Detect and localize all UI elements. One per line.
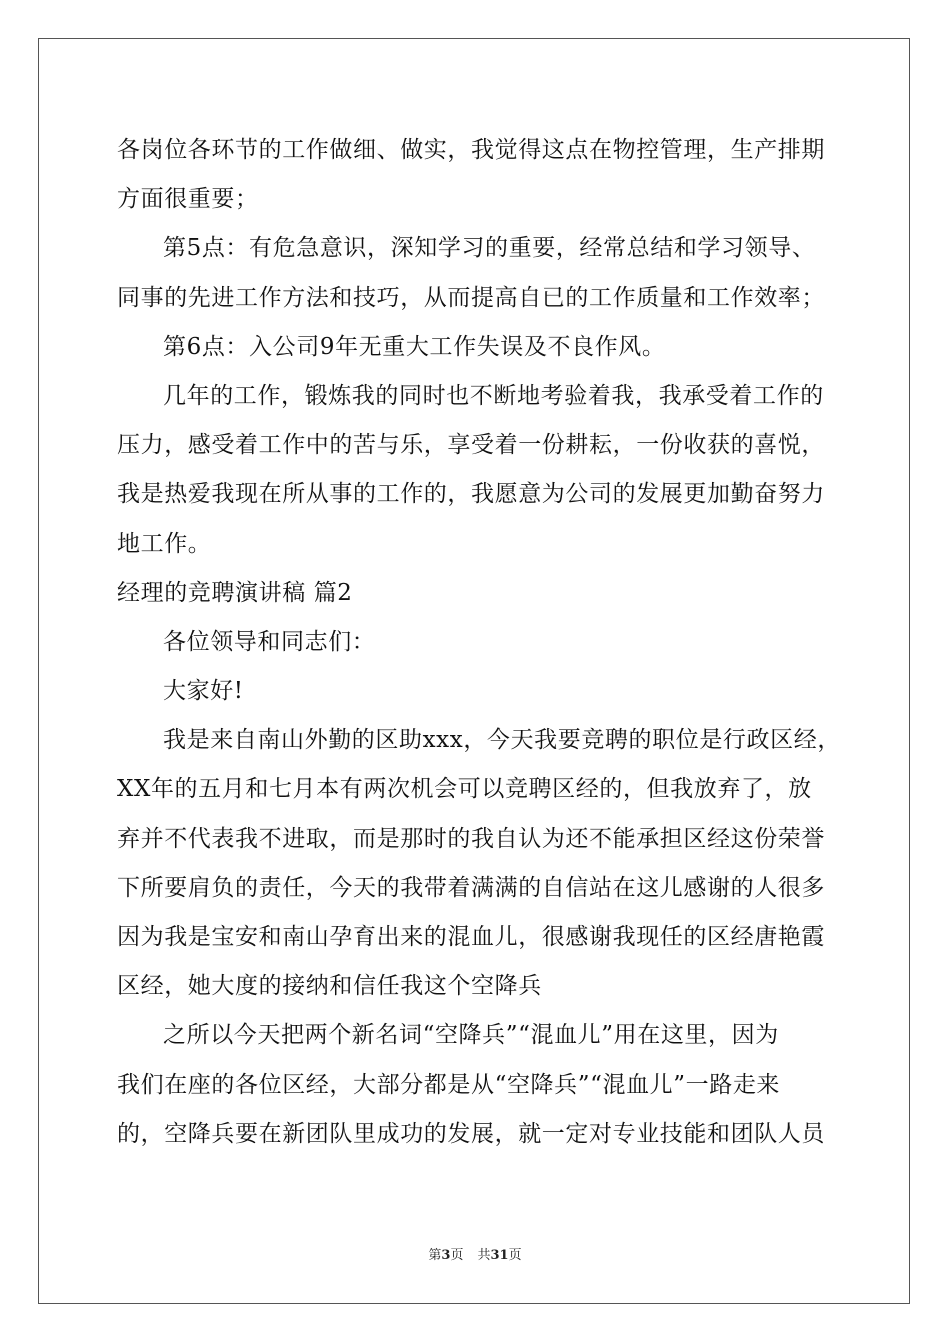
- text-line: 几年的工作，锻炼我的同时也不断地考验着我，我承受着工作的: [163, 382, 824, 409]
- text-line: 大家好!: [163, 678, 244, 705]
- text-line: 各位领导和同志们：: [163, 628, 376, 655]
- text-line: XX年的五月和七月本有两次机会可以竞聘区经的，但我放弃了，放: [117, 776, 812, 803]
- total-prefix: 共: [477, 1248, 491, 1263]
- text-line: 弃并不代表我不进取，而是那时的我自认为还不能承担区经这份荣誉: [117, 825, 825, 852]
- page-footer: [0, 1244, 950, 1263]
- text-line: 之所以今天把两个新名词“空降兵”“混血儿”用在这里，因为: [163, 1022, 779, 1049]
- total-pages: 31: [490, 1248, 509, 1263]
- text-line: 我是来自南山外勤的区助xxx，今天我要竞聘的职位是行政区经，: [163, 727, 841, 754]
- page-prefix: 第: [428, 1248, 442, 1263]
- document-body: [117, 126, 841, 1159]
- section-heading: 经理的竞聘演讲稿 篇2: [117, 579, 353, 606]
- text-line: 方面很重要；: [117, 186, 259, 213]
- page-suffix: 页: [450, 1248, 464, 1263]
- text-line: 第6点：入公司9年无重大工作失误及不良作风。: [163, 333, 666, 360]
- text-line: 同事的先进工作方法和技巧，从而提高自已的工作质量和工作效率；: [117, 284, 825, 311]
- text-line: 地工作。: [117, 530, 212, 557]
- text-line: 的，空降兵要在新团队里成功的发展，就一定对专业技能和团队人员: [117, 1120, 825, 1147]
- page-number: 3: [441, 1248, 451, 1263]
- text-line: 各岗位各环节的工作做细、做实，我觉得这点在物控管理，生产排期: [117, 137, 825, 163]
- text-line: 因为我是宝安和南山孕育出来的混血儿，很感谢我现任的区经唐艳霞: [117, 924, 825, 950]
- text-line: 第5点：有危急意识，深知学习的重要，经常总结和学习领导、: [163, 235, 816, 262]
- text-line: 区经，她大度的接纳和信任我这个空降兵: [117, 973, 542, 1000]
- total-suffix: 页: [508, 1248, 522, 1263]
- text-line: 我们在座的各位区经，大部分都是从“空降兵”“混血儿”一路走来: [117, 1071, 781, 1098]
- text-line: 下所要肩负的责任，今天的我带着满满的自信站在这儿感谢的人很多: [117, 874, 825, 901]
- text-line: 压力，感受着工作中的苦与乐，享受着一份耕耘，一份收获的喜悦，: [117, 432, 825, 459]
- text-line: 我是热爱我现在所从事的工作的，我愿意为公司的发展更加勤奋努力: [117, 481, 825, 508]
